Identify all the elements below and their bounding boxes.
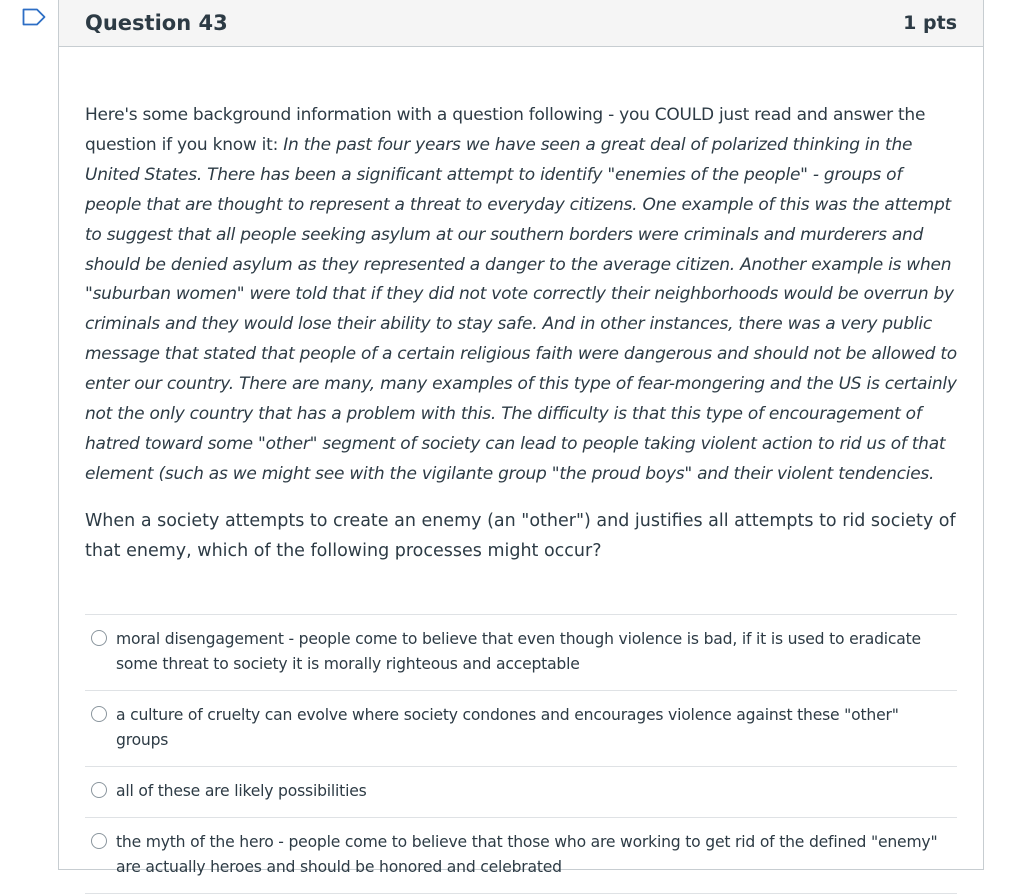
answer-label[interactable]: a culture of cruelty can evolve where society condones and encourages violence against these "other" groups [116,705,899,749]
radio-button-icon[interactable] [91,706,107,722]
answer-list [85,614,957,894]
radio-button-icon[interactable] [91,630,107,646]
answer-label[interactable]: moral disengagement - people come to believe that even though violence is bad, if it is used to eradicate some threat to society it is morally righteous and acceptable [116,629,921,673]
question-prompt: When a society attempts to create an enemy (an "other") and justifies all attempts to rid society of that enemy, which of the following processes might occur? [85,510,956,561]
question-background: In the past four years we have seen a great deal of polarized thinking in the United States. There has been a significant attempt to identify "enemies of the people" - groups of people that are thought to represent a threat to everyday citizens. One example of this was the attempt to suggest that all people seeking asylum at our southern borders were criminals and murderers and should be denied asylum as they represented a danger to the average citizen. Another example is when "suburban women" were told that if they did not vote correctly their neighborhoods would be overrun by criminals and they would lose their ability to stay safe. And in other instances, there was a very public message that stated that people of a certain religious faith were dangerous and should not be allowed to enter our country. There are many, many examples of this type of fear-mongering and the US is certainly not the only country that has a problem with this. The difficulty is that this type of encouragement of hatred toward some "other" segment of society can lead to people taking violent action to rid us of that element (such as we might see with the vigilante group "the proud boys" and their violent tendencies. [85,134,957,484]
answer-label[interactable]: all of these are likely possibilities [116,781,367,800]
radio-button-icon[interactable] [91,782,107,798]
answer-option[interactable] [85,615,957,691]
question-background-text [85,101,957,490]
radio-button-icon[interactable] [91,833,107,849]
answer-option[interactable] [85,818,957,894]
question-body [59,47,983,894]
question-points: 1 pts [903,12,957,34]
answer-option[interactable] [85,691,957,767]
question-title: Question 43 [85,11,228,35]
question-card [58,0,984,876]
answer-option[interactable] [85,767,957,818]
question-header [59,0,983,47]
question-intro: Here's some background information with a question following - you COULD just read and answer the question if you know it: [85,105,926,155]
answer-label[interactable]: the myth of the hero - people come to believe that those who are working to get rid of the defined "enemy" are actually heroes and should be honored and celebrated [116,832,938,876]
flag-question-icon[interactable] [22,8,46,26]
